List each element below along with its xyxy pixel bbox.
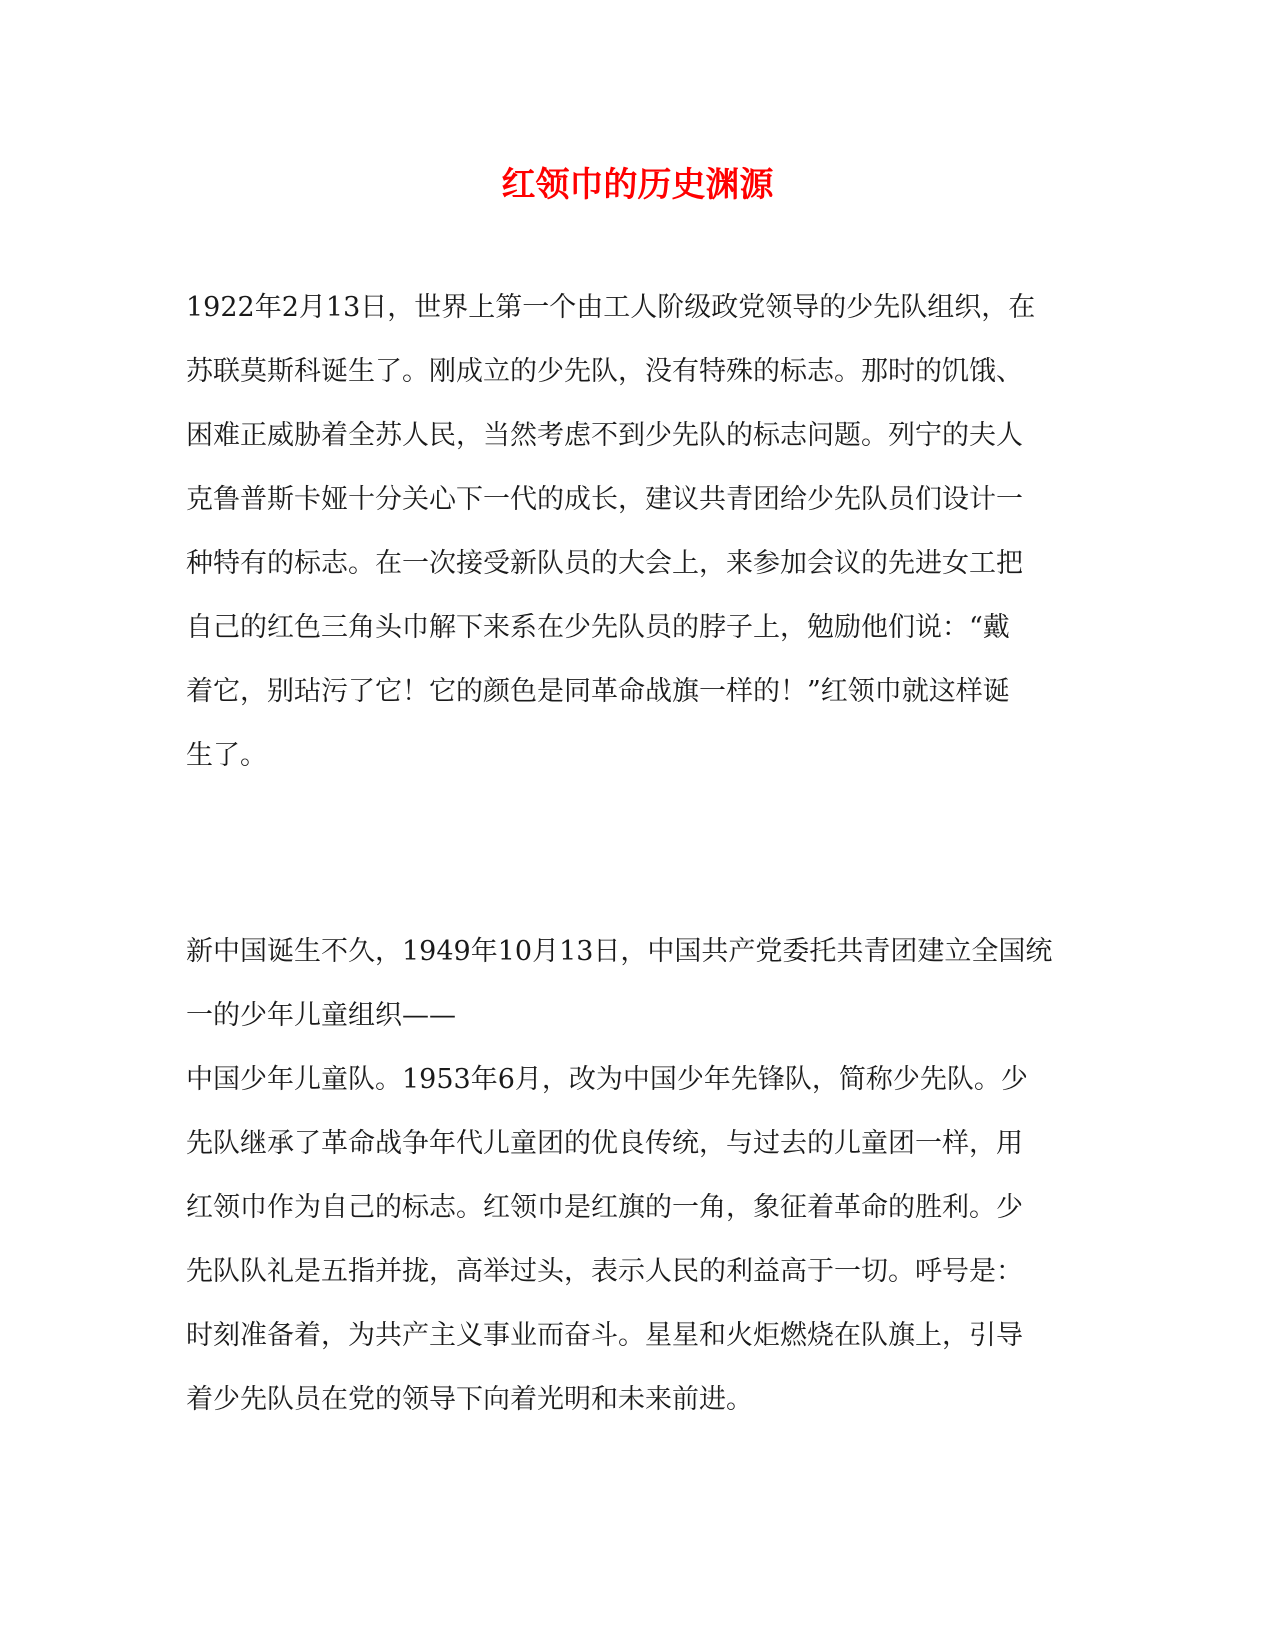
paragraph-line: 先队队礼是五指并拢，高举过头，表示人民的利益高于一切。呼号是： (186, 1256, 1023, 1287)
paragraph-line: 生了。 (186, 740, 267, 771)
paragraph-line: 时刻准备着，为共产主义事业而奋斗。星星和火炬燃烧在队旗上，引导 (186, 1320, 1023, 1351)
paragraph-line: 着少先队员在党的领导下向着光明和未来前进。 (186, 1384, 753, 1415)
paragraph-1 (186, 276, 1096, 788)
paragraph-line: 新中国诞生不久，1949年10月13日，中国共产党委托共青团建立全国统 (186, 936, 1053, 967)
paragraph-line: 红领巾作为自己的标志。红领巾是红旗的一角，象征着革命的胜利。少 (186, 1192, 1023, 1223)
paragraph-2 (186, 920, 1096, 1432)
paragraph-line: 种特有的标志。在一次接受新队员的大会上，来参加会议的先进女工把 (186, 548, 1023, 579)
paragraph-line: 1922年2月13日，世界上第一个由工人阶级政党领导的少先队组织，在 (186, 292, 1036, 323)
paragraph-line: 困难正威胁着全苏人民，当然考虑不到少先队的标志问题。列宁的夫人 (186, 420, 1023, 451)
paragraph-line: 着它，别玷污了它！它的颜色是同革命战旗一样的！”红领巾就这样诞 (186, 676, 1010, 707)
paragraph-line: 先队继承了革命战争年代儿童团的优良传统，与过去的儿童团一样，用 (186, 1128, 1023, 1159)
document-title: 红领巾的历史渊源 (501, 165, 774, 205)
paragraph-line: 中国少年儿童队。1953年6月，改为中国少年先锋队，简称少先队。少 (186, 1064, 1028, 1095)
paragraph-line: 一的少年儿童组织—— (186, 1000, 456, 1031)
paragraph-line: 克鲁普斯卡娅十分关心下一代的成长，建议共青团给少先队员们设计一 (186, 484, 1023, 515)
paragraph-line: 苏联莫斯科诞生了。刚成立的少先队，没有特殊的标志。那时的饥饿、 (186, 356, 1023, 387)
paragraph-line: 自己的红色三角头巾解下来系在少先队员的脖子上，勉励他们说：“戴 (186, 612, 1010, 643)
